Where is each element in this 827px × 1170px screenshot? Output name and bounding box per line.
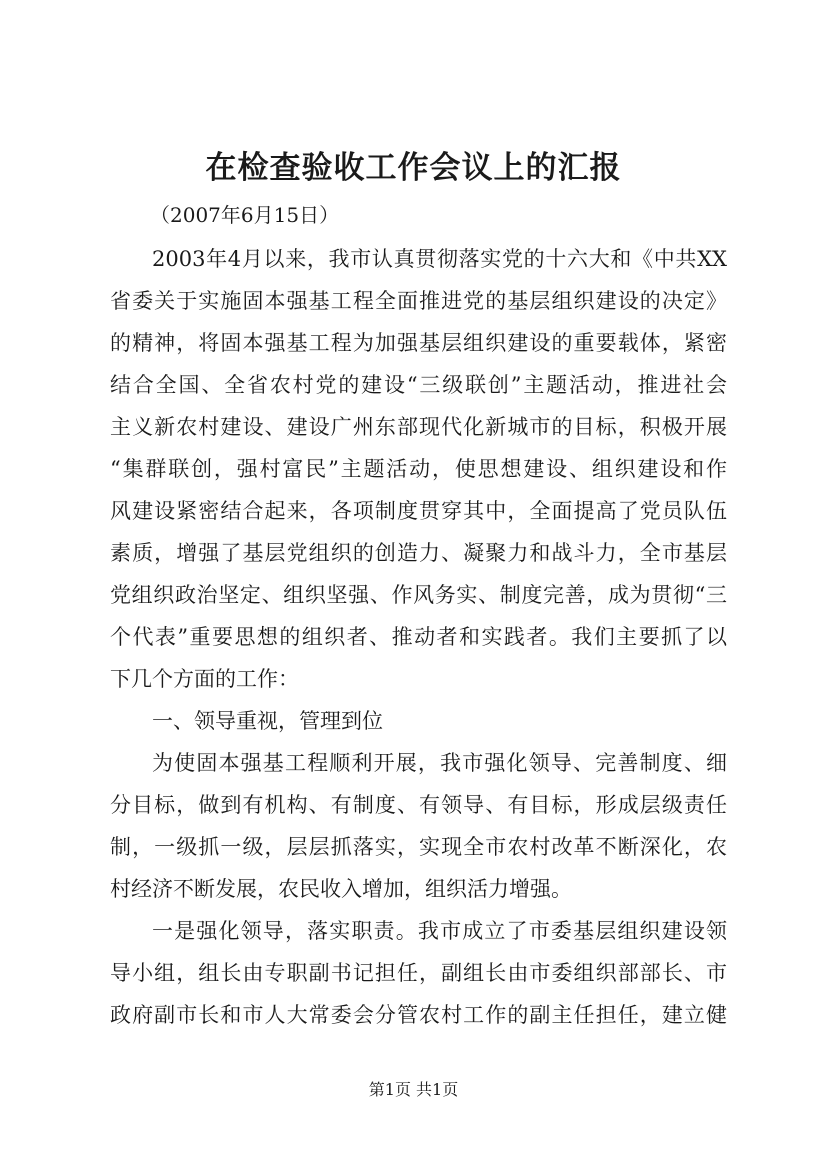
body-line: 素质，增强了基层党组织的创造力、凝聚力和战斗力，全市基层 bbox=[110, 541, 727, 565]
body-line: 为使固本强基工程顺利开展，我市强化领导、完善制度、细 bbox=[152, 751, 727, 775]
body-line: 分目标，做到有机构、有制度、有领导、有目标，形成层级责任 bbox=[110, 793, 727, 817]
body-line: 风建设紧密结合起来，各项制度贯穿其中，全面提高了党员队伍 bbox=[110, 499, 727, 523]
body-line: “集群联创，强村富民”主题活动，使思想建设、组织建设和作 bbox=[110, 457, 727, 481]
document-title: 在检查验收工作会议上的汇报 bbox=[205, 150, 622, 186]
body-line: 2003年4月以来，我市认真贯彻落实党的十六大和《中共XX bbox=[152, 247, 727, 271]
document-date: （2007年6月15日） bbox=[150, 203, 340, 227]
body-line: 政府副市长和市人大常委会分管农村工作的副主任担任，建立健 bbox=[110, 1003, 727, 1027]
body-line: 一是强化领导，落实职责。我市成立了市委基层组织建设领 bbox=[152, 919, 727, 943]
body-line: 下几个方面的工作： bbox=[110, 667, 299, 691]
body-line: 结合全国、全省农村党的建设“三级联创”主题活动，推进社会 bbox=[110, 373, 727, 397]
body-line: 个代表”重要思想的组织者、推动者和实践者。我们主要抓了以 bbox=[110, 625, 727, 649]
body-line: 主义新农村建设、建设广州东部现代化新城市的目标，积极开展 bbox=[110, 415, 727, 439]
document-body bbox=[110, 238, 727, 1036]
body-line: 省委关于实施固本强基工程全面推进党的基层组织建设的决定》 bbox=[110, 289, 727, 313]
section-heading: 一、领导重视，管理到位 bbox=[152, 709, 383, 733]
page-footer: 第1页 共1页 bbox=[368, 1080, 459, 1099]
body-line: 的精神，将固本强基工程为加强基层组织建设的重要载体，紧密 bbox=[110, 331, 727, 355]
body-line: 党组织政治坚定、组织坚强、作风务实、制度完善，成为贯彻“三 bbox=[110, 583, 727, 607]
body-line: 导小组，组长由专职副书记担任，副组长由市委组织部部长、市 bbox=[110, 961, 727, 985]
body-line: 制，一级抓一级，层层抓落实，实现全市农村改革不断深化，农 bbox=[110, 835, 727, 859]
body-line: 村经济不断发展，农民收入增加，组织活力增强。 bbox=[110, 877, 572, 901]
